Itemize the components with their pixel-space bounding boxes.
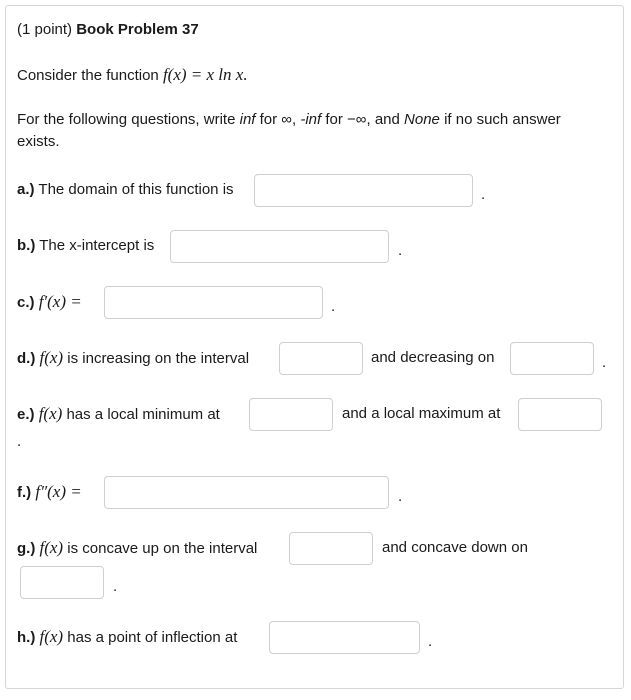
question-a [17,180,234,200]
function-expression: f(x) = x ln x. [162,65,248,84]
function-expression: f(x) [39,348,64,367]
period: . [398,242,403,259]
consider-text: Consider the function [17,67,159,84]
question-f-label: f.) [17,484,32,501]
instructions-text: For the following questions, write [17,111,236,128]
question-c [17,292,82,313]
question-e [17,404,220,425]
function-expression: f(x) [38,404,63,423]
instructions-line-2: exists. [17,133,60,150]
question-d-text-2: and decreasing on [371,349,495,366]
question-h-label: h.) [17,629,36,646]
instructions-text-2: for ∞, [259,111,297,128]
period: . [602,354,607,371]
period: . [481,186,486,203]
question-d-label: d.) [17,350,36,367]
question-a-label: a.) [17,181,35,198]
answer-d-decreasing-input[interactable] [510,342,594,375]
period: . [428,633,433,650]
points-label: (1 point) [17,21,73,38]
answer-b-input[interactable] [170,230,389,263]
second-derivative-expression: f″(x) = [35,482,82,501]
instructions-text-4: if no such answer [444,111,561,128]
function-expression: f(x) [39,627,64,646]
answer-d-increasing-input[interactable] [279,342,363,375]
answer-h-input[interactable] [269,621,420,654]
question-b-label: b.) [17,237,36,254]
inf-keyword: inf [239,111,256,128]
answer-e-minimum-input[interactable] [249,398,333,431]
answer-a-input[interactable] [254,174,473,207]
problem-header [17,20,199,40]
answer-c-input[interactable] [104,286,323,319]
answer-g-concave-up-input[interactable] [289,532,373,565]
answer-f-input[interactable] [104,476,389,509]
period: . [17,433,22,450]
period: . [113,578,118,595]
question-b-text: The x-intercept is [39,237,155,254]
question-g-text-2: and concave down on [382,539,528,556]
neg-inf-keyword: -inf [300,111,322,128]
function-expression: f(x) [39,538,64,557]
question-d [17,348,249,369]
answer-g-concave-down-input[interactable] [20,566,104,599]
question-e-text: has a local minimum at [66,406,220,423]
question-e-label: e.) [17,406,35,423]
intro-line [17,65,248,86]
question-g-label: g.) [17,540,36,557]
question-h [17,627,237,648]
question-g [17,538,257,559]
question-b [17,236,154,256]
period: . [398,488,403,505]
period: . [331,298,336,315]
answer-e-maximum-input[interactable] [518,398,602,431]
instructions-line-1 [17,110,561,130]
question-f [17,482,82,503]
question-a-text: The domain of this function is [38,181,234,198]
question-c-label: c.) [17,294,35,311]
question-g-text: is concave up on the interval [67,540,258,557]
problem-title: Book Problem 37 [76,21,199,38]
question-e-text-2: and a local maximum at [342,405,501,422]
question-d-text: is increasing on the interval [67,350,250,367]
derivative-expression: f′(x) = [38,292,82,311]
instructions-text-3: for −∞, and [325,111,400,128]
question-h-text: has a point of inflection at [67,629,238,646]
problem-panel [5,5,624,689]
none-keyword: None [404,111,440,128]
